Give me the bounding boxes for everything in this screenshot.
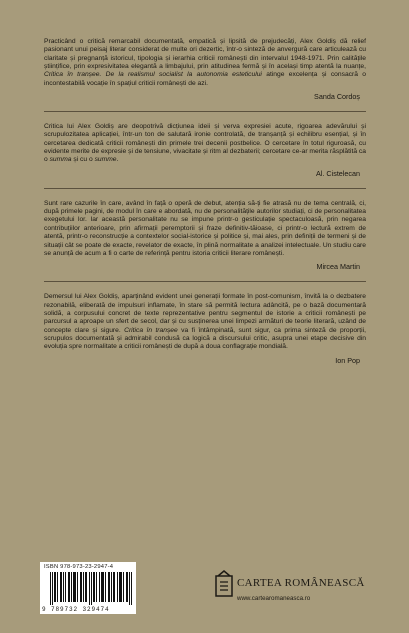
quote-text-part: Demersul lui Alex Goldiș, aparținând evident unei generații formate în post-comunism, învită la o dezbatere rezonabilă, eliberată de impulsuri inflamate, în stare să permită lectura adâncită, pe o bază documentară solidă, a corpusului concret de texte reprezentative pentru segmentul de istorie a criticii românești pe parcursul a aproape un sfert de secol, dar și cu susținerea unei limpezi armături de teorie literară, uzând de concepte clare și sigure. [44, 293, 366, 334]
divider [44, 188, 366, 189]
quote-text-part: . [116, 156, 119, 164]
divider [44, 111, 366, 112]
publisher-website: www.cartearomaneasca.ro [237, 595, 311, 602]
quote-text [44, 200, 366, 258]
quote-author: Ion Pop [335, 355, 360, 365]
isbn-label: ISBN 978-973-23-2947-4 [44, 564, 114, 570]
barcode-digits: 9 789732 329474 [42, 606, 110, 613]
quote-text-part: și cu o [71, 156, 95, 164]
quote-block [44, 123, 366, 178]
quote-text-part: atinge excelența și consacră o incontestabilă vocație în spațiul criticii românești de azi. [44, 71, 366, 87]
divider [44, 281, 366, 282]
quote-text-part: Critica lui Alex Goldiș are deopotrivă dicțiunea ideii și verva expresiei acute, rigoarea adevărului și scrupulozitatea aplicației, într-un ton de salutară ironie controlată, de tranșanță și echilibru esențial, și în cercetarea dedicată criticii românești din primele trei decenii postbelice. O cercetare în totul riguroasă, cu evidente merite de expresie și de tensiune, vivacitate și ritm al dezbaterii; cercetare ce-ar merita răsplătită ca o [44, 123, 366, 164]
quote-text [44, 38, 366, 88]
quote-text [44, 293, 366, 351]
quote-author: Sanda Cordoș [314, 92, 360, 102]
quote-author: Mircea Martin [316, 262, 360, 272]
book-title-italic: Critica în tranșee. De la realismul socialist la autonomia esteticului [44, 71, 262, 79]
publisher-name: CARTEA ROMÂNEASCĂ [237, 577, 365, 589]
isbn-barcode-box [40, 562, 136, 614]
quote-author: Al. Cistelecan [316, 168, 360, 178]
book-title-italic: Critica în tranșee [124, 326, 178, 334]
barcode-icon [50, 572, 132, 605]
italic-word: summe [94, 156, 117, 164]
quote-text [44, 123, 366, 165]
italic-word: summa [49, 156, 72, 164]
publisher-logo-icon [214, 570, 234, 598]
quote-text-part: va fi întâmpinată, sunt sigur, ca prima sinteză de proporții, scrupulos documentată și admirabil condusă ca logică a discursului critic, asupra unei etape decisive din evoluția spre normalitate a criticii românești de după a doua conflagrație mondială. [44, 326, 366, 351]
quote-block [44, 200, 366, 271]
quote-block [44, 293, 366, 364]
quotes-container [44, 38, 366, 365]
quote-text-part: Sunt rare cazurile în care, având în față o operă de debut, atenția să-ți fie atrasă nu de tema centrală, ci, după primele pagini, de modul în care e abordată, nu de personalitățile autorilor studiați, ci de personalitatea exegetului lor. Iar această personalitate nu se impune printr-o gesticulație spectaculoasă, prin negarea contribuțiilor anterioare, prin afirmații peremptorii și fraze definitiv-tăioase, ci printr-o lectură extrem de atentă, printr-o reconstrucție a contextelor social-istorice și politice și, mai ales, prin definiții de termeni și de situații cât se poate de exacte, revelator de exacte, în plină normalitate a analizei intelectuale. Un studiu care se anunță de acum a fi o carte de referință pentru istoria criticii literare românești. [44, 199, 366, 257]
footer [40, 562, 370, 618]
quote-block [44, 38, 366, 101]
quote-text-part: Practicând o critică remarcabil documentată, empatică și lipsită de prejudecăți, Alex Goldiș dă relief pasionant unui peisaj literar considerat de multe ori dezertic, într-o sinteză de anvergură care articulează cu claritate și pregnanță istoricul, tipologia și ierarhia criticii românești din intervalul 1948-1971. Prin calitățile științifice, prin expresivitatea elegantă a limbajului, prin atitudinea fermă și în același timp atentă la nuanțe, [44, 38, 366, 71]
